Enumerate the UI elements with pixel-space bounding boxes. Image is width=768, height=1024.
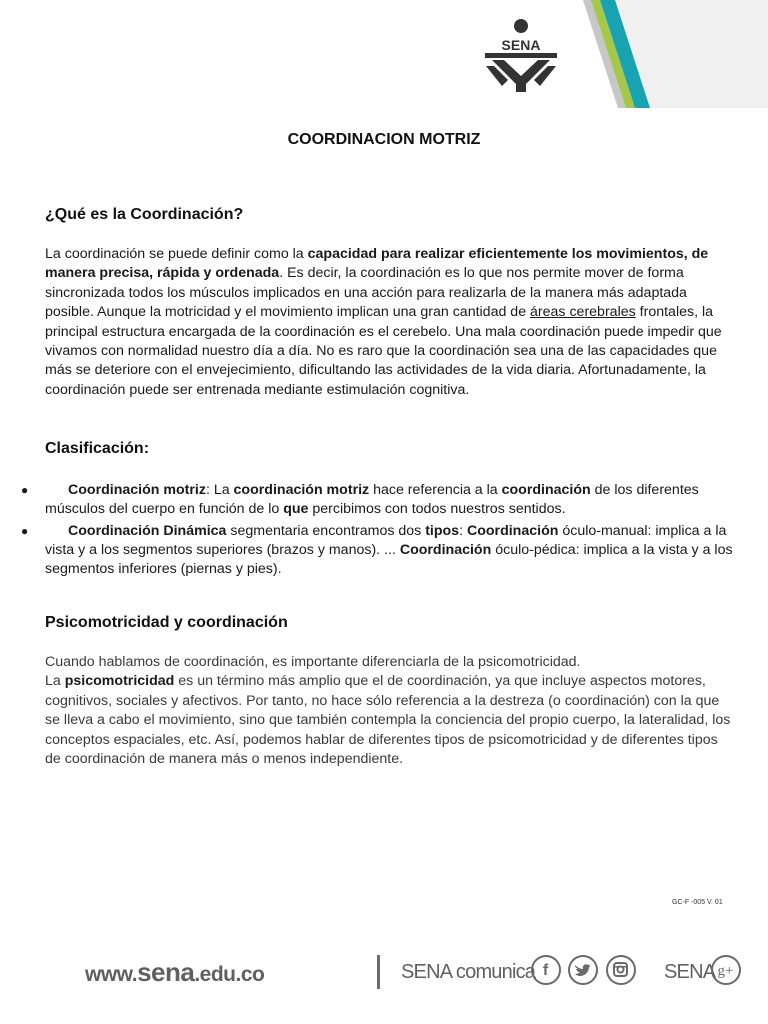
psicomotricidad-paragraph: Cuando hablamos de coordinación, es importante diferenciarla de la psicomotricidad. La psicomotricidad es un término más amplio que el de coordinación, ya que incluye aspectos motores, cognitivos, sociales y afectivos. Por tanto, no hace sólo referencia a la destreza (o coordinación) con la que se lleva a cabo el movimiento, sino que también contempla la conciencia del propio cuerpo, la lateralidad, los conceptos espaciales, etc. Así, podemos hablar de diferentes tipos de psicomotricidad y de diferentes tipos de coordinación de manera más o menos independiente.: [45, 654, 731, 768]
google-plus-icon[interactable]: [711, 955, 741, 985]
header-decoration-stripes: [0, 0, 768, 110]
svg-text:g+: g+: [717, 963, 734, 979]
section-heading-psicomotricidad: Psicomotricidad y coordinación: [45, 614, 288, 631]
section-heading-clasificacion: Clasificación:: [45, 440, 150, 457]
footer-sena-comunica: SENA comunica: [401, 961, 536, 983]
areas-cerebrales-link[interactable]: áreas cerebrales: [530, 304, 636, 321]
bullet-icon: ●: [21, 524, 29, 538]
bullet-icon: ●: [21, 483, 29, 497]
sena-logo: [480, 18, 562, 94]
twitter-icon[interactable]: [568, 955, 598, 985]
footer-sena-plus: SENA: [664, 961, 716, 983]
logo-text: SENA: [501, 37, 541, 53]
list-item-text: Coordinación motriz: La coordinación motriz hace referencia a la coordinación de los diferentes músculos del cuerpo en función de lo que percibimos con todos nuestros sentidos.: [45, 482, 699, 517]
instagram-icon[interactable]: [606, 955, 636, 985]
facebook-icon[interactable]: [531, 955, 561, 985]
footer-website-link[interactable]: www.sena.edu.co: [85, 957, 265, 987]
definition-paragraph: La coordinación se puede definir como la capacidad para realizar eficientemente los movimientos, de manera precisa, rápida y ordenada. Es decir, la coordinación es lo que nos permite mover de forma sincronizada todos los músculos implicados en una acción para realizarla de la manera más adaptada posible. Aunque la motricidad y el movimiento implican una gran cantidad de áreas cerebrales frontales, la principal estructura encargada de la coordinación es el cerebelo. Una mala coordinación puede impedir que vivamos con normalidad nuestro día a día. No es raro que la coordinación sea una de las capacidades que más se deteriore con el envejecimiento, dificultando las actividades de la vida diaria. Afortunadamente, la coordinación puede ser entrenada mediante estimulación cognitiva.: [45, 246, 722, 398]
section-heading-que-es: ¿Qué es la Coordinación?: [45, 206, 244, 223]
footer-divider: [377, 955, 380, 989]
document-code: GC-F -005 V. 01: [672, 899, 723, 906]
list-item-text: Coordinación Dinámica segmentaria encontramos dos tipos: Coordinación óculo-manual: implica a la vista y a los segmentos superiores (brazos y manos). ... Coordinación óculo-pédica: implica a la vista y a los segmentos inferiores (piernas y pies).: [45, 523, 733, 577]
svg-text:f: f: [542, 962, 549, 979]
document-title: COORDINACION MOTRIZ: [287, 131, 481, 148]
